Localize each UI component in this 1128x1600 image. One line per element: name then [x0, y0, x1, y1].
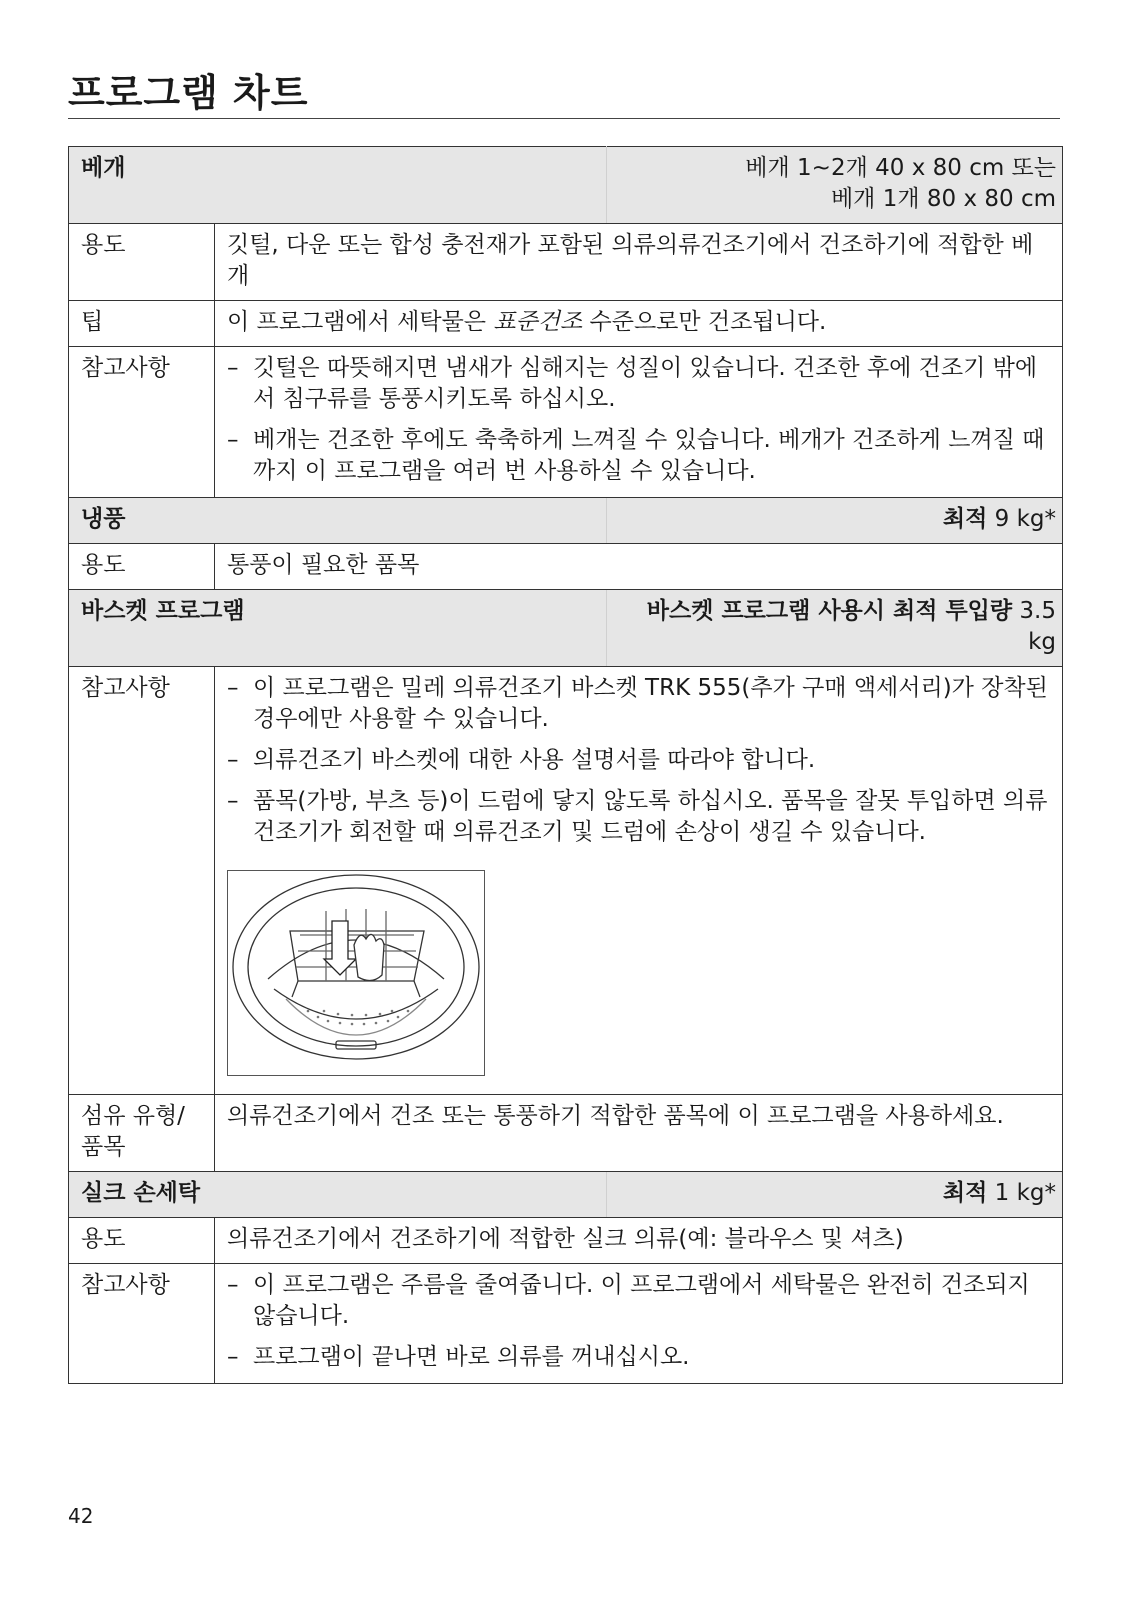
program-name-basket: 바스켓 프로그램 — [69, 590, 607, 667]
list-item — [227, 673, 1052, 735]
program-chart-table — [68, 146, 1063, 1384]
notes-list — [227, 1270, 1052, 1373]
page-title: 프로그램 차트 — [68, 71, 309, 115]
table-row — [69, 1218, 1063, 1264]
row-label: 용도 — [69, 224, 215, 301]
table-row — [69, 1264, 1063, 1384]
dryer-drum-basket-image — [228, 871, 484, 1075]
dash-bullet: – — [227, 1344, 239, 1370]
table-row — [69, 1095, 1063, 1172]
program-header-basket — [69, 590, 1063, 667]
table-row — [69, 347, 1063, 498]
page-number: 42 — [68, 1504, 94, 1528]
table-row — [69, 301, 1063, 347]
dash-bullet: – — [227, 1272, 239, 1298]
program-capacity-cool-air — [607, 498, 1063, 544]
note-text: 프로그램이 끝나면 바로 의류를 꺼내십시오. — [253, 1344, 690, 1370]
row-value — [215, 347, 1063, 498]
program-capacity-pillows — [607, 147, 1063, 224]
capacity-value: 1 kg* — [987, 1180, 1056, 1206]
note-text: 품목(가방, 부츠 등)이 드럼에 닿지 않도록 하십시오. 품목을 잘못 투입하면 의류건조기가 회전할 때 의류건조기 및 드럼에 손상이 생길 수 있습니다. — [253, 788, 1048, 845]
list-item — [227, 745, 1052, 776]
list-item — [227, 1342, 1052, 1373]
row-label: 용도 — [69, 1218, 215, 1264]
dash-bullet: – — [227, 427, 239, 453]
table-row — [69, 667, 1063, 1095]
dash-bullet: – — [227, 355, 239, 381]
capacity-label: 최적 — [942, 506, 988, 532]
row-label: 용도 — [69, 544, 215, 590]
row-value: 의류건조기에서 건조 또는 통풍하기 적합한 품목에 이 프로그램을 사용하세요. — [215, 1095, 1063, 1172]
capacity-label: 최적 — [942, 1180, 988, 1206]
capacity-value: 9 kg* — [987, 506, 1056, 532]
row-label: 섬유 유형/품목 — [69, 1095, 215, 1172]
list-item — [227, 786, 1052, 848]
table-row — [69, 544, 1063, 590]
program-capacity-silk — [607, 1172, 1063, 1218]
table-row — [69, 224, 1063, 301]
notes-list — [227, 673, 1052, 848]
note-text: 의류건조기 바스켓에 대한 사용 설명서를 따라야 합니다. — [253, 747, 816, 773]
program-capacity-basket — [607, 590, 1063, 667]
row-value — [215, 667, 1063, 1095]
tip-text-emphasis: 표준건조 — [493, 309, 583, 335]
row-label: 참고사항 — [69, 667, 215, 1095]
list-item — [227, 1270, 1052, 1332]
note-text: 이 프로그램은 주름을 줄여줍니다. 이 프로그램에서 세탁물은 완전히 건조되지 않습니다. — [253, 1272, 1030, 1329]
capacity-value: 3.5 kg — [1012, 598, 1056, 655]
dryer-basket-illustration — [227, 870, 485, 1076]
program-header-silk — [69, 1172, 1063, 1218]
capacity-line-1: 베개 1~2개 40 x 80 cm 또는 — [745, 155, 1056, 181]
row-value: 깃털, 다운 또는 합성 충전재가 포함된 의류의류건조기에서 건조하기에 적합한 베개 — [215, 224, 1063, 301]
program-name-pillows: 베개 — [69, 147, 607, 224]
note-text: 이 프로그램은 밀레 의류건조기 바스켓 TRK 555(추가 구매 액세서리)가 장착된 경우에만 사용할 수 있습니다. — [253, 675, 1048, 732]
row-label: 팁 — [69, 301, 215, 347]
tip-text-before: 이 프로그램에서 세탁물은 — [227, 309, 494, 335]
dash-bullet: – — [227, 747, 239, 773]
dash-bullet: – — [227, 788, 239, 814]
program-name-silk: 실크 손세탁 — [69, 1172, 607, 1218]
list-item — [227, 425, 1052, 487]
title-divider — [68, 118, 1060, 119]
dash-bullet: – — [227, 675, 239, 701]
list-item — [227, 353, 1052, 415]
program-name-cool-air: 냉풍 — [69, 498, 607, 544]
capacity-line-2: 베개 1개 80 x 80 cm — [830, 186, 1056, 212]
program-header-cool-air — [69, 498, 1063, 544]
row-label: 참고사항 — [69, 1264, 215, 1384]
tip-text-after: 수준으로만 건조됩니다. — [582, 309, 827, 335]
row-value: 통풍이 필요한 품목 — [215, 544, 1063, 590]
note-text: 베개는 건조한 후에도 축축하게 느껴질 수 있습니다. 베개가 건조하게 느껴질 때까지 이 프로그램을 여러 번 사용하실 수 있습니다. — [253, 427, 1045, 484]
row-value — [215, 1264, 1063, 1384]
row-value — [215, 301, 1063, 347]
capacity-label: 바스켓 프로그램 사용시 최적 투입량 — [646, 598, 1013, 624]
row-label: 참고사항 — [69, 347, 215, 498]
note-text: 깃털은 따뜻해지면 냄새가 심해지는 성질이 있습니다. 건조한 후에 건조기 밖에서 침구류를 통풍시키도록 하십시오. — [253, 355, 1038, 412]
program-header-pillows — [69, 147, 1063, 224]
notes-list — [227, 353, 1052, 487]
row-value: 의류건조기에서 건조하기에 적합한 실크 의류(예: 블라우스 및 셔츠) — [215, 1218, 1063, 1264]
